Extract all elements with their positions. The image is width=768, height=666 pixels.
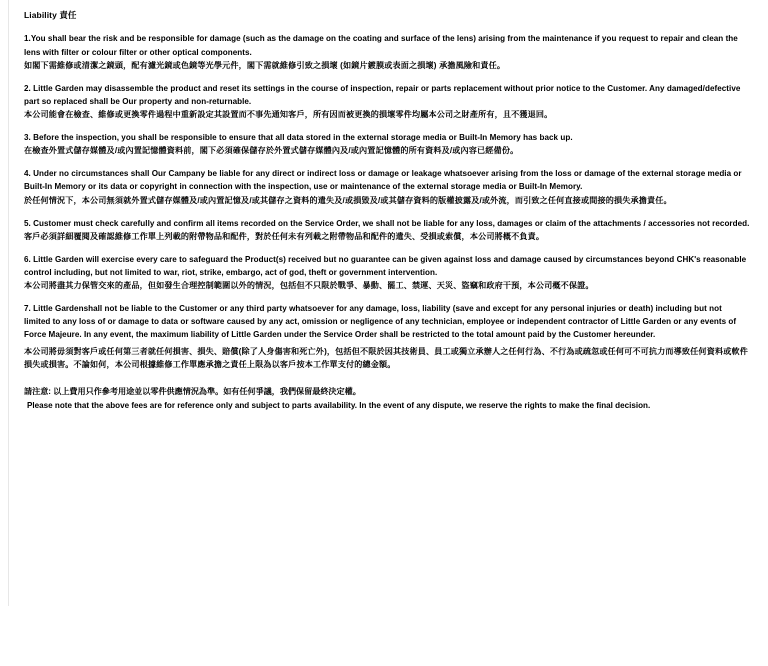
final-note-english: Please note that the above fees are for reference only and subject to parts availability. In the event of any dispute, we reserve the rights to make the final decision. (27, 400, 651, 410)
clause-1 (24, 32, 750, 71)
final-note-chinese: 請注意: 以上費用只作參考用途並以零件供應情況為準。如有任何爭議，我們保留最終決定權。 (24, 386, 361, 396)
clause-5 (24, 217, 750, 243)
clause-6 (24, 253, 750, 292)
clause-6-english: 6. Little Garden will exercise every care to safeguard the Product(s) received but no guarantee can be given against loss and damage caused by circumstances beyond CHK's reasonable control including, but not limited to war, riot, strike, embargo, act of god, theft or government intervention. (24, 254, 747, 277)
clause-5-english: 5. Customer must check carefully and confirm all items recorded on the Service Order, we shall not be liable for any loss, damages or claim of the attachments / accessories not recorded. (24, 218, 750, 228)
clause-1-chinese: 如閣下需維修或清潔之鏡頭，配有濾光鏡或色鏡等光學元件，閣下需就維修引致之損壞 (如鏡片鍍膜或表面之損壞) 承擔風險和責任。 (24, 60, 506, 70)
clause-3-english: 3. Before the inspection, you shall be responsible to ensure that all data stored in the external storage media or Built-In Memory has back up. (24, 133, 573, 143)
clause-5-chinese: 客戶必須詳細覆閱及確認維修工作單上列載的附帶物品和配件，對於任何未有列載之附帶物品和配件的遺失、受損或索償，本公司將概不負責。 (24, 231, 545, 241)
page-title: Liability 責任 (24, 10, 77, 20)
clause-3 (24, 131, 750, 157)
clause-4-chinese: 於任何情況下，本公司無須就外置式儲存媒體及/或內置記憶及/或其儲存之資料的遺失及/或損毀及/或其儲存資料的版權披露及/或外流，而引致之任何直接或間接的損失承擔責任。 (24, 195, 672, 205)
clause-4 (24, 167, 750, 206)
clause-2-chinese: 本公司能會在檢查、維修或更換零件過程中重新設定其設置而不事先通知客戶，所有因而被更換的損壞零件均屬本公司之財產所有，且不獲退回。 (24, 110, 553, 120)
clause-4-english: 4. Under no circumstances shall Our Campany be liable for any direct or indirect loss or damage or leakage whatsoever arising from the loss or damage of the external storage media or Built-In Memory or its data or copyright in connection with the inspection, use or maintenance of the external storage media or Built-In Memory. (24, 169, 742, 192)
final-note (24, 385, 750, 413)
clause-7-chinese: 本公司將毋須對客戶或任何第三者就任何損害、損失、賠償(除了人身傷害和死亡外)，包括但不限於因其技術員、員工或獨立承辦人之任何行為、不行為或疏忽或任何可不可抗力而導致任何資料或軟件損失或損害。不論如何，本公司根據維修工作單應承擔之責任上限為以客戶按本工作單支付的總金額。 (24, 346, 748, 369)
clause-3-chinese: 在檢查外置式儲存媒體及/或內置記憶體資料前，閣下必須確保儲存於外置式儲存媒體內及/或內置記憶體的所有資料及/或內容已經備份。 (24, 146, 519, 156)
clause-2 (24, 82, 750, 121)
clause-2-english: 2. Little Garden may disassemble the product and reset its settings in the course of inspection, repair or parts replacement without prior notice to the Customer. Any damaged/defective part so replaced shall be Our property and non-returnable. (24, 83, 741, 106)
clause-7-english: 7. Little Gardenshall not be liable to the Customer or any third party whatsoever for any damage, loss, liability (save and except for any personal injuries or death) including but not limited to any loss of or damage to data or software caused by any act, omission or negligence of any technician, employee or independent contractor of Little Garden or any events of Force Majeure. In any event, the maximum liability of Little Garden under the Service Order shall be restricted to the total amount paid by the Customer hereunder. (24, 304, 737, 340)
clause-7 (24, 302, 750, 371)
clause-1-english: 1.You shall bear the risk and be responsible for damage (such as the damage on the coating and surface of the lens) arising from the maintenance if you request to repair and clean the lens with filter or colour filter or other optical components. (24, 34, 738, 57)
clause-6-chinese: 本公司將盡其力保管交來的產品，但如發生合理控制範圍以外的情況，包括但不只限於戰爭、暴動、罷工、禁運、天災、盜竊和政府干預，本公司概不保證。 (24, 281, 594, 291)
